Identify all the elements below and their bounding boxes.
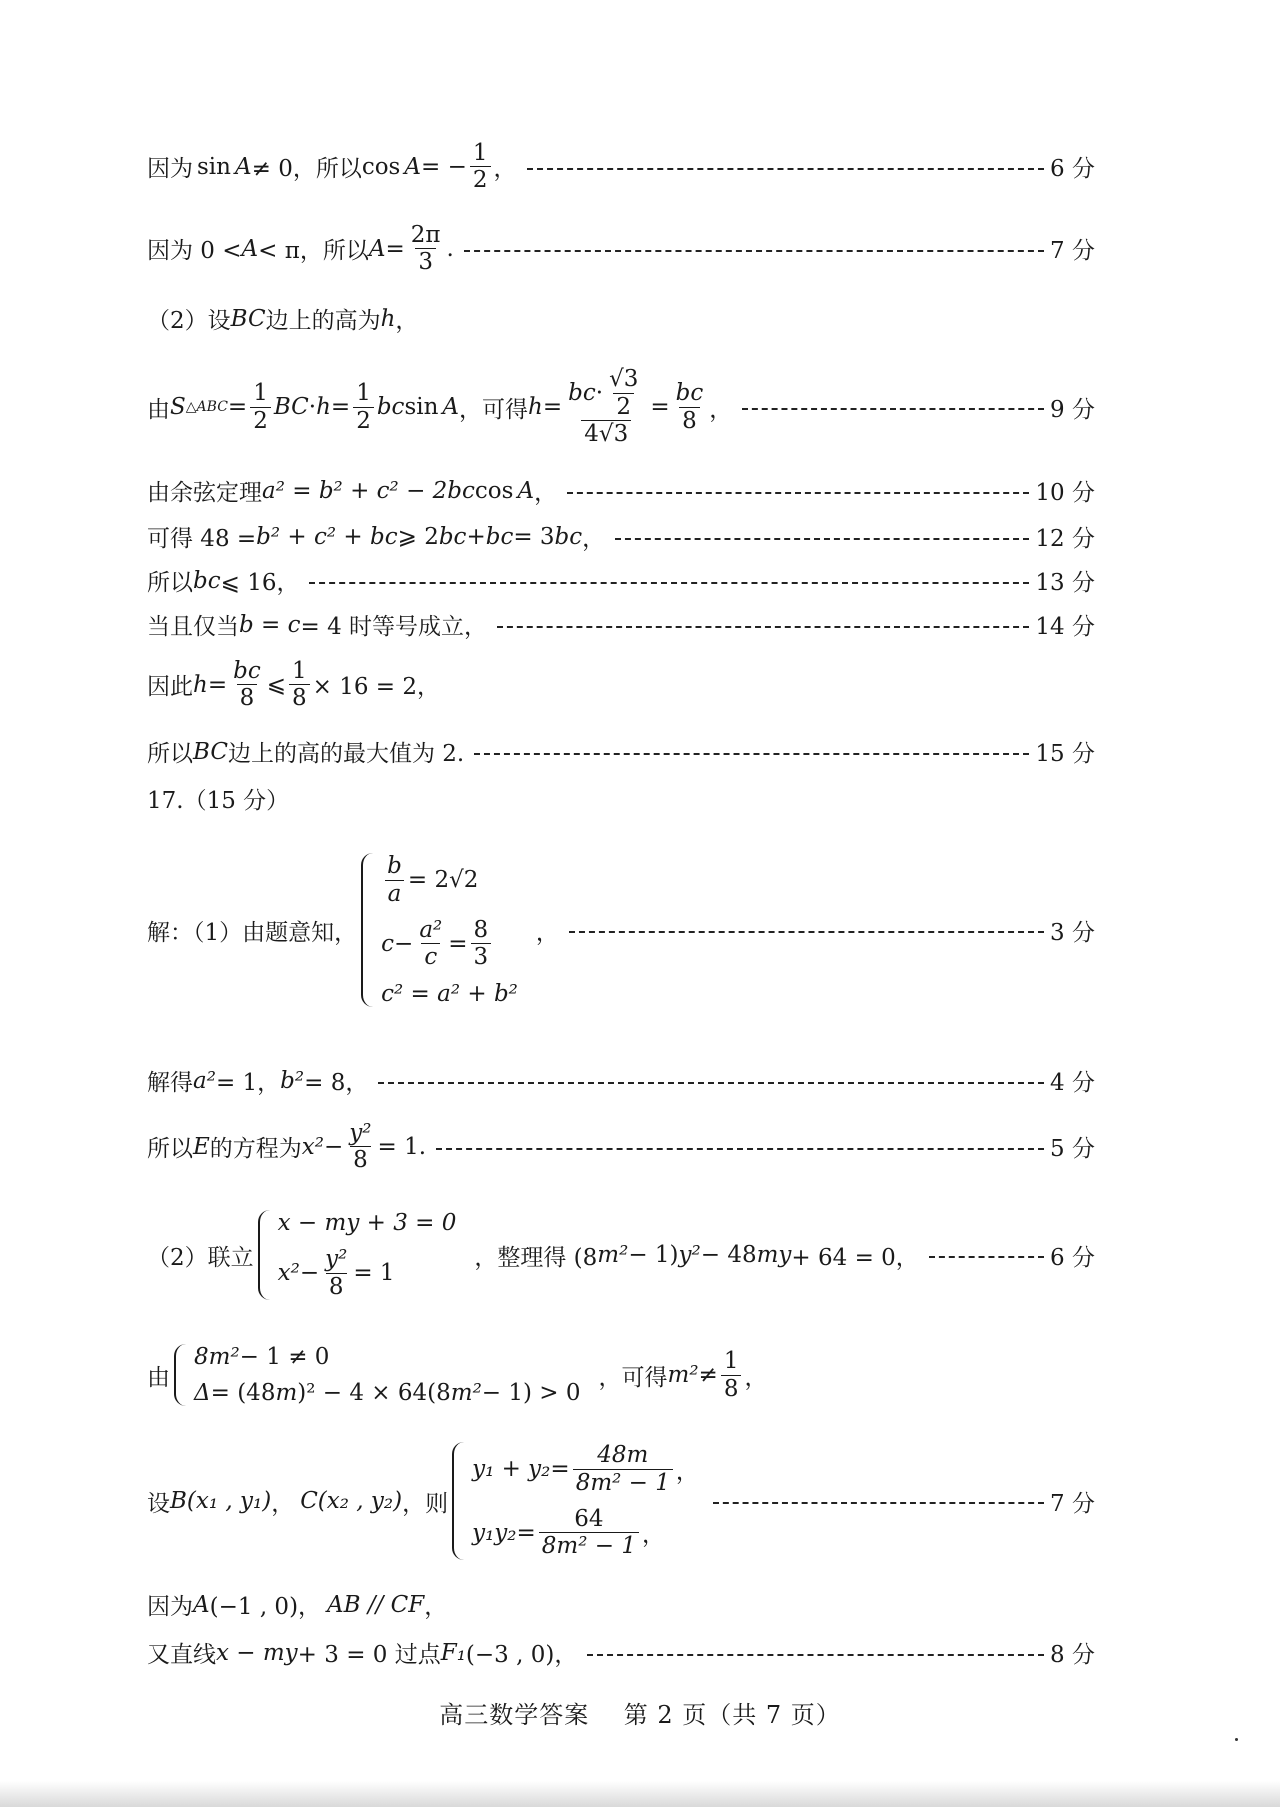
solution-line: 所以 bc ⩽ 16， 13 分 xyxy=(147,564,1095,597)
score-label: 12 分 xyxy=(1035,526,1095,552)
fraction: $\frac{48m}{\text{8m² − 1}}$ xyxy=(573,1442,673,1496)
dot-leader xyxy=(587,1654,1044,1656)
dot-leader xyxy=(569,931,1044,933)
fraction: $\frac{bc}{8}$ xyxy=(675,380,704,434)
solution-line: 又直线 x − my + 3 = 0 过点 F₁ (−3 , 0)， 8 分 xyxy=(147,1636,1095,1669)
fraction: $\frac{√3}{2}$ xyxy=(609,366,639,420)
solution-line: 因为 sin A ≠ 0，所以 cos A = − $\frac{1}{2}$ ， 6 分 xyxy=(147,140,1095,194)
solution-line: 由余弦定理 a² = b² + c² − 2bc cos A ， 10 分 xyxy=(147,474,1095,507)
fraction: $\frac{\text{y²}}{8}$ xyxy=(349,1120,372,1174)
dot-leader xyxy=(309,582,1029,584)
dot-leader xyxy=(615,538,1029,540)
left-brace xyxy=(361,853,375,1007)
solution-line: 所以 BC 边上的高的最大值为 2. 15 分 xyxy=(147,735,1095,768)
dot-leader xyxy=(527,168,1045,170)
score-label: 4 分 xyxy=(1050,1070,1095,1096)
problem-heading: 17.（15 分） xyxy=(147,788,290,814)
score-label: 9 分 xyxy=(1050,396,1095,423)
fraction: $\frac{1}{8}$ xyxy=(289,658,310,712)
dot-leader xyxy=(497,626,1029,628)
solution-line: 解得 a² = 1， b² = 8， 4 分 xyxy=(147,1064,1095,1097)
score-label: 15 分 xyxy=(1035,741,1095,767)
score-label: 14 分 xyxy=(1035,614,1095,640)
equation-system: 8m² − 1 ≠ 0 Δ = (48 m )² − 4 × 64(8 m² − 1) > 0 xyxy=(174,1344,581,1406)
dot-leader xyxy=(436,1148,1044,1150)
fraction: $\frac{bc}{8}$ xyxy=(233,658,261,712)
solution-line: 当且仅当 b = c = 4 时等号成立， 14 分 xyxy=(147,608,1095,641)
score-label: 8 分 xyxy=(1050,1642,1095,1668)
solution-line: （2）设 BC 边上的高为 h ， xyxy=(147,305,419,334)
fraction: $\frac{\text{a²}}{c}$ xyxy=(419,917,443,971)
fraction: $\frac{64}{\text{8m² − 1}}$ xyxy=(539,1506,639,1560)
solution-line: 因此 h = $\frac{bc}{8}$ ⩽ $\frac{1}{8}$ × 16 = 2， xyxy=(147,658,441,712)
score-label: 7 分 xyxy=(1050,1490,1095,1517)
dot-leader xyxy=(464,250,1044,252)
fraction: $\frac{8}{3}$ xyxy=(471,917,492,971)
fraction: $\frac{\text{y²}}{8}$ xyxy=(325,1246,348,1300)
fraction: $\frac{1}{2}$ xyxy=(250,380,271,434)
dot-leader xyxy=(378,1082,1044,1084)
fraction: $\frac{1}{2}$ xyxy=(470,140,491,194)
scan-bottom-edge xyxy=(0,1781,1280,1807)
solution-line: 由 S △ABC = $\frac{1}{2}$ BC · h = $\frac{1}{2}$ bc sin A ，可得 h = bc · $\frac{√3}{2}$ 4√3 = $\frac{bc}{8}$ ， 9 分 xyxy=(147,366,1095,448)
solution-line: 所以 E 的方程为 x² − $\frac{\text{y²}}{8}$ = 1. 5 分 xyxy=(147,1120,1095,1174)
dot-leader xyxy=(929,1256,1044,1258)
dot-leader xyxy=(474,753,1029,755)
left-brace xyxy=(174,1344,188,1406)
dot-leader xyxy=(713,1502,1044,1504)
scan-speck xyxy=(1235,1738,1238,1741)
score-label: 6 分 xyxy=(1050,1244,1095,1271)
equation-system: y₁ + y₂ = $\frac{48m}{\text{8m² − 1}}$ ， y₁y₂ = $\frac{64}{\text{8m² − 1}}$ ， xyxy=(452,1442,699,1560)
solution-line: 设 B(x₁ , y₁) ， C(x₂ , y₂) ，则 y₁ + y₂ = $\frac{48m}{\text{8m² − 1}}$ ， y₁y₂ = $\frac{64}{\text{8m² − 1}}$ ， 7 分 xyxy=(147,1442,1095,1560)
fraction: $\frac{2\pi}{3}$ xyxy=(410,222,441,276)
equation-system: $\frac{b}{a}$ = 2√2 c − $\frac{\text{a²}}{c}$ = $\frac{8}{3}$ c² = a² + b² xyxy=(361,853,518,1007)
fraction: $\frac{1}{8}$ xyxy=(721,1348,742,1402)
left-brace xyxy=(452,1442,466,1560)
equation-system: x − my + 3 = 0 x² − $\frac{\text{y²}}{8}$ = 1 xyxy=(258,1210,457,1300)
solution-line: （2）联立 x − my + 3 = 0 x² − $\frac{\text{y²}}{8}$ = 1 ，整理得 (8 m² − 1) y² − 48 my + 64 = 0， 6 分 xyxy=(147,1210,1095,1300)
fraction: $\frac{b}{a}$ xyxy=(384,853,405,907)
score-label: 3 分 xyxy=(1050,919,1095,946)
solution-line: 解：（1）由题意知， $\frac{b}{a}$ = 2√2 c − $\frac{\text{a²}}{c}$ = $\frac{8}{3}$ c² = a² + b² ， 3 分 xyxy=(147,853,1095,1007)
solution-line: 因为 0 < A < π，所以 A = $\frac{2\pi}{3}$ . 7 分 xyxy=(147,222,1095,276)
score-label: 6 分 xyxy=(1050,156,1095,183)
page-footer: 高三数学答案 第 2 页（共 7 页） xyxy=(439,1701,841,1729)
compound-fraction: bc · $\frac{√3}{2}$ 4√3 xyxy=(565,366,647,447)
dot-leader xyxy=(742,408,1044,410)
fraction: $\frac{1}{2}$ xyxy=(353,380,374,434)
solution-line: 因为 A (−1 , 0)， AB // CF ， xyxy=(147,1591,448,1620)
score-label: 7 分 xyxy=(1050,238,1095,265)
score-label: 10 分 xyxy=(1035,480,1095,506)
dot-leader xyxy=(567,492,1029,494)
left-brace xyxy=(258,1210,272,1300)
score-label: 5 分 xyxy=(1050,1136,1095,1163)
solution-line: 可得 48 = b² + c² + bc ⩾ 2 bc + bc = 3 bc ， 12 分 xyxy=(147,520,1095,553)
solution-line: 由 8m² − 1 ≠ 0 Δ = (48 m )² − 4 × 64(8 m² − 1) > 0 ，可得 m² ≠ $\frac{1}{8}$ ， xyxy=(147,1344,768,1406)
score-label: 13 分 xyxy=(1035,570,1095,596)
